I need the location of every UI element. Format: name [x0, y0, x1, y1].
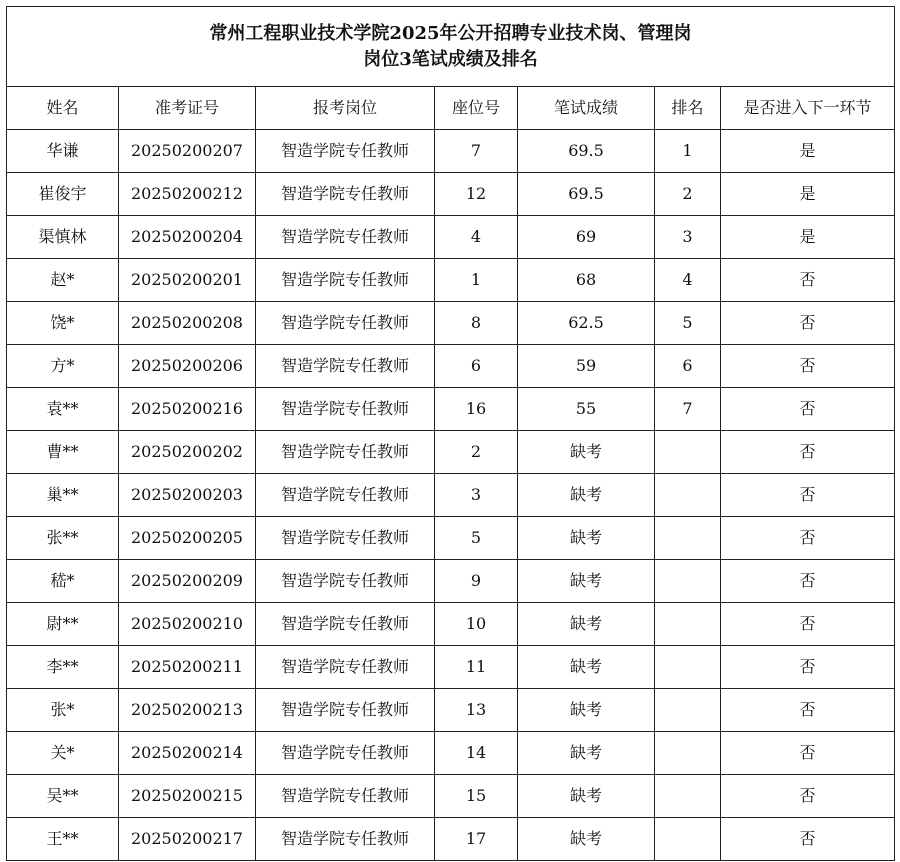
- cell-name: 嵇*: [7, 560, 119, 603]
- cell-name: 巢**: [7, 474, 119, 517]
- cell-seat: 12: [435, 173, 518, 216]
- cell-score: 缺考: [518, 646, 655, 689]
- cell-exam-no: 20250200202: [119, 431, 256, 474]
- cell-advance: 否: [721, 646, 895, 689]
- cell-score: 缺考: [518, 818, 655, 861]
- cell-rank: [655, 732, 721, 775]
- cell-score: 缺考: [518, 689, 655, 732]
- cell-name: 袁**: [7, 388, 119, 431]
- cell-exam-no: 20250200204: [119, 216, 256, 259]
- cell-exam-no: 20250200217: [119, 818, 256, 861]
- cell-name: 赵*: [7, 259, 119, 302]
- cell-seat: 8: [435, 302, 518, 345]
- cell-exam-no: 20250200205: [119, 517, 256, 560]
- cell-exam-no: 20250200211: [119, 646, 256, 689]
- cell-position: 智造学院专任教师: [256, 173, 435, 216]
- cell-name: 关*: [7, 732, 119, 775]
- cell-rank: [655, 603, 721, 646]
- cell-position: 智造学院专任教师: [256, 302, 435, 345]
- cell-exam-no: 20250200209: [119, 560, 256, 603]
- cell-rank: [655, 775, 721, 818]
- cell-seat: 4: [435, 216, 518, 259]
- table-row: [7, 173, 895, 216]
- cell-position: 智造学院专任教师: [256, 603, 435, 646]
- table-row: [7, 603, 895, 646]
- cell-rank: 3: [655, 216, 721, 259]
- cell-name: 渠慎林: [7, 216, 119, 259]
- cell-advance: 否: [721, 603, 895, 646]
- cell-advance: 否: [721, 259, 895, 302]
- cell-rank: [655, 560, 721, 603]
- cell-position: 智造学院专任教师: [256, 732, 435, 775]
- cell-advance: 否: [721, 431, 895, 474]
- header-score: 笔试成绩: [518, 87, 655, 130]
- cell-score: 缺考: [518, 732, 655, 775]
- cell-position: 智造学院专任教师: [256, 130, 435, 173]
- cell-score: 缺考: [518, 517, 655, 560]
- cell-score: 缺考: [518, 431, 655, 474]
- cell-seat: 5: [435, 517, 518, 560]
- cell-advance: 否: [721, 474, 895, 517]
- cell-seat: 10: [435, 603, 518, 646]
- title-row: [7, 7, 895, 87]
- cell-rank: [655, 689, 721, 732]
- cell-rank: 5: [655, 302, 721, 345]
- cell-rank: [655, 474, 721, 517]
- table-row: [7, 259, 895, 302]
- cell-score: 55: [518, 388, 655, 431]
- cell-score: 69.5: [518, 130, 655, 173]
- table-row: [7, 560, 895, 603]
- table-row: [7, 431, 895, 474]
- cell-seat: 11: [435, 646, 518, 689]
- cell-score: 缺考: [518, 560, 655, 603]
- cell-position: 智造学院专任教师: [256, 431, 435, 474]
- cell-rank: 6: [655, 345, 721, 388]
- cell-advance: 是: [721, 130, 895, 173]
- header-seat: 座位号: [435, 87, 518, 130]
- cell-exam-no: 20250200206: [119, 345, 256, 388]
- cell-position: 智造学院专任教师: [256, 646, 435, 689]
- cell-advance: 否: [721, 732, 895, 775]
- cell-seat: 16: [435, 388, 518, 431]
- cell-exam-no: 20250200215: [119, 775, 256, 818]
- cell-name: 方*: [7, 345, 119, 388]
- cell-advance: 否: [721, 345, 895, 388]
- cell-exam-no: 20250200216: [119, 388, 256, 431]
- header-position: 报考岗位: [256, 87, 435, 130]
- cell-advance: 否: [721, 775, 895, 818]
- cell-name: 吴**: [7, 775, 119, 818]
- table-row: [7, 388, 895, 431]
- title-line-2: 岗位3笔试成绩及排名: [363, 48, 538, 70]
- table-row: [7, 216, 895, 259]
- cell-seat: 9: [435, 560, 518, 603]
- cell-position: 智造学院专任教师: [256, 216, 435, 259]
- cell-position: 智造学院专任教师: [256, 560, 435, 603]
- cell-rank: 4: [655, 259, 721, 302]
- cell-rank: [655, 818, 721, 861]
- cell-position: 智造学院专任教师: [256, 474, 435, 517]
- cell-seat: 15: [435, 775, 518, 818]
- cell-advance: 是: [721, 216, 895, 259]
- table-row: [7, 474, 895, 517]
- cell-seat: 17: [435, 818, 518, 861]
- cell-exam-no: 20250200214: [119, 732, 256, 775]
- cell-position: 智造学院专任教师: [256, 689, 435, 732]
- table-title: [7, 7, 895, 87]
- cell-seat: 1: [435, 259, 518, 302]
- cell-exam-no: 20250200213: [119, 689, 256, 732]
- header-name: 姓名: [7, 87, 119, 130]
- cell-score: 69: [518, 216, 655, 259]
- cell-name: 崔俊宇: [7, 173, 119, 216]
- cell-position: 智造学院专任教师: [256, 818, 435, 861]
- cell-advance: 否: [721, 302, 895, 345]
- cell-rank: [655, 431, 721, 474]
- cell-rank: 7: [655, 388, 721, 431]
- cell-rank: 2: [655, 173, 721, 216]
- cell-seat: 7: [435, 130, 518, 173]
- cell-score: 69.5: [518, 173, 655, 216]
- table-row: [7, 345, 895, 388]
- cell-score: 缺考: [518, 775, 655, 818]
- cell-position: 智造学院专任教师: [256, 259, 435, 302]
- cell-seat: 6: [435, 345, 518, 388]
- results-document: [6, 6, 894, 861]
- cell-name: 华谦: [7, 130, 119, 173]
- cell-position: 智造学院专任教师: [256, 517, 435, 560]
- cell-exam-no: 20250200210: [119, 603, 256, 646]
- cell-score: 68: [518, 259, 655, 302]
- header-advance: 是否进入下一环节: [721, 87, 895, 130]
- cell-advance: 否: [721, 388, 895, 431]
- cell-advance: 否: [721, 560, 895, 603]
- cell-name: 尉**: [7, 603, 119, 646]
- cell-position: 智造学院专任教师: [256, 775, 435, 818]
- cell-seat: 3: [435, 474, 518, 517]
- table-row: [7, 775, 895, 818]
- cell-advance: 否: [721, 517, 895, 560]
- cell-exam-no: 20250200207: [119, 130, 256, 173]
- cell-rank: [655, 646, 721, 689]
- cell-score: 59: [518, 345, 655, 388]
- cell-exam-no: 20250200208: [119, 302, 256, 345]
- cell-score: 62.5: [518, 302, 655, 345]
- cell-advance: 否: [721, 689, 895, 732]
- cell-name: 王**: [7, 818, 119, 861]
- header-rank: 排名: [655, 87, 721, 130]
- cell-rank: 1: [655, 130, 721, 173]
- cell-name: 张*: [7, 689, 119, 732]
- cell-name: 饶*: [7, 302, 119, 345]
- cell-advance: 否: [721, 818, 895, 861]
- cell-position: 智造学院专任教师: [256, 388, 435, 431]
- table-row: [7, 732, 895, 775]
- table-row: [7, 302, 895, 345]
- cell-position: 智造学院专任教师: [256, 345, 435, 388]
- cell-seat: 13: [435, 689, 518, 732]
- cell-score: 缺考: [518, 603, 655, 646]
- cell-score: 缺考: [518, 474, 655, 517]
- cell-name: 张**: [7, 517, 119, 560]
- table-row: [7, 646, 895, 689]
- header-row: [7, 87, 895, 130]
- cell-exam-no: 20250200212: [119, 173, 256, 216]
- cell-exam-no: 20250200201: [119, 259, 256, 302]
- cell-name: 曹**: [7, 431, 119, 474]
- cell-advance: 是: [721, 173, 895, 216]
- table-row: [7, 818, 895, 861]
- table-row: [7, 130, 895, 173]
- title-line-1: 常州工程职业技术学院2025年公开招聘专业技术岗、管理岗: [209, 22, 692, 44]
- header-exam-no: 准考证号: [119, 87, 256, 130]
- table-row: [7, 689, 895, 732]
- cell-exam-no: 20250200203: [119, 474, 256, 517]
- results-table: [6, 6, 895, 861]
- cell-seat: 14: [435, 732, 518, 775]
- cell-seat: 2: [435, 431, 518, 474]
- cell-rank: [655, 517, 721, 560]
- cell-name: 李**: [7, 646, 119, 689]
- table-row: [7, 517, 895, 560]
